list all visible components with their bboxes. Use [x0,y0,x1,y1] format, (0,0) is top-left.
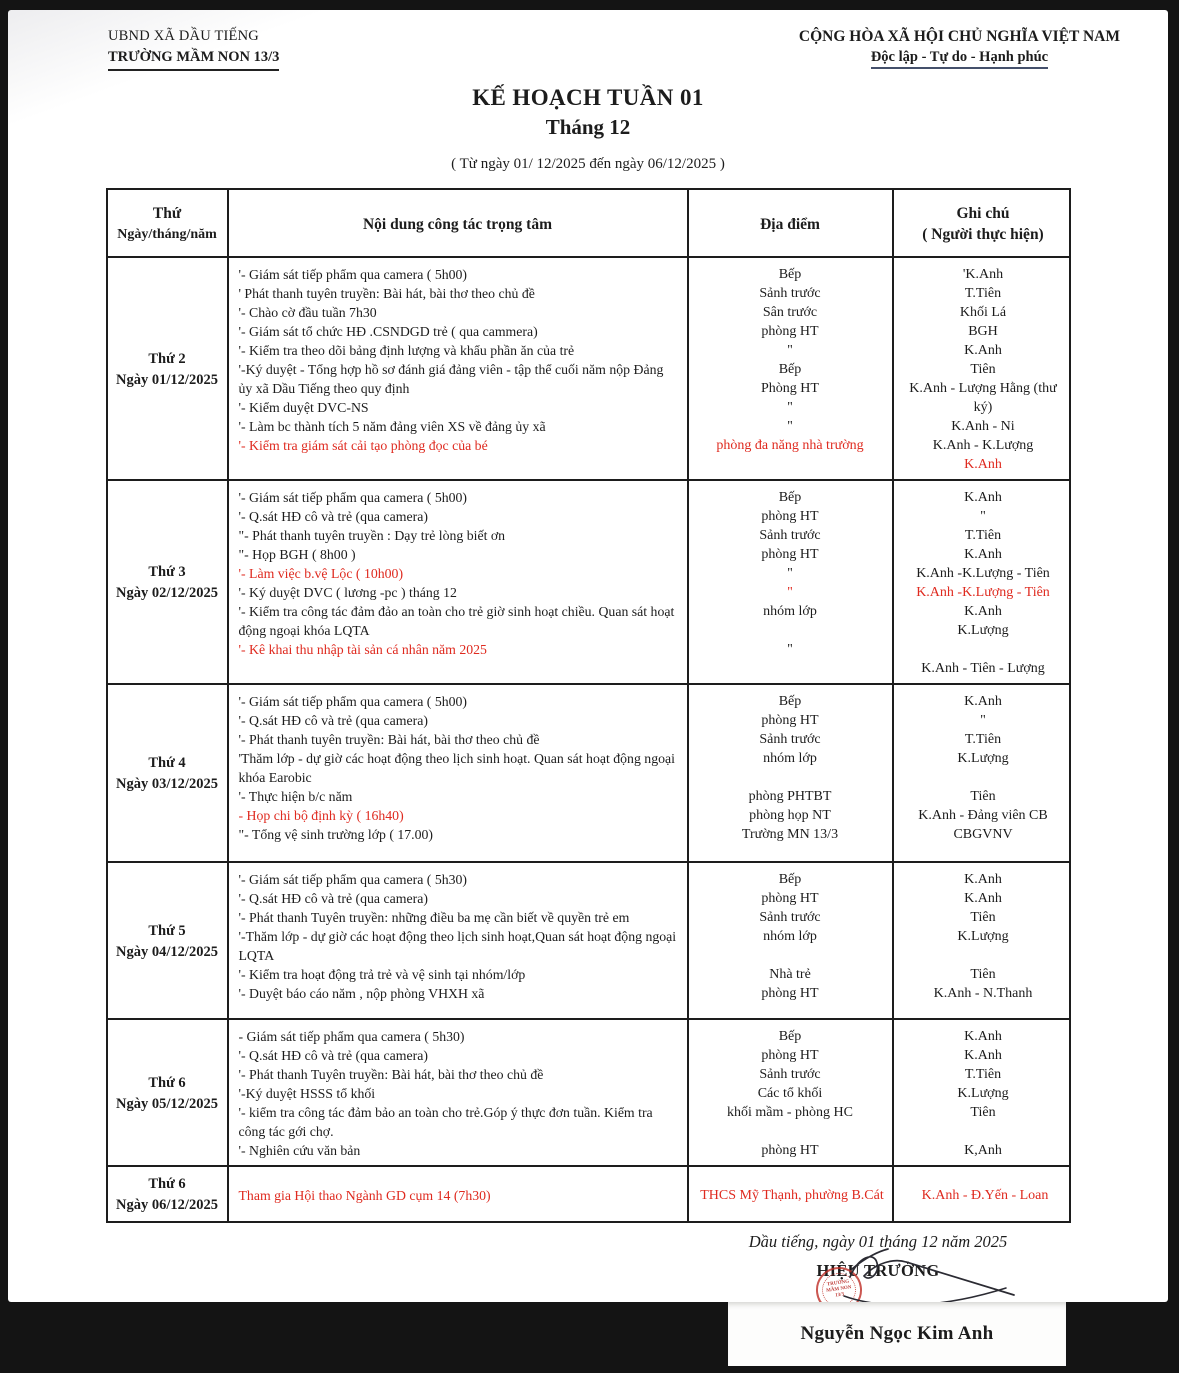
note-line: K.Anh [964,490,1002,505]
task-line: "- Phát thanh tuyên truyền : Dạy trẻ lòng biết ơn [238,528,506,543]
tasks-cell [227,1020,687,1165]
notes-cell [892,258,1073,479]
location-line [695,946,886,965]
task-line: '- Kiểm tra hoạt động trả trẻ và vệ sinh tại nhóm/lớp [238,967,526,982]
note-line [900,768,1067,787]
national-header [799,26,1120,71]
task-line: '- Nghiên cứu văn bản [238,1143,361,1158]
task-line: '- Duyệt báo cáo năm , nộp phòng VHXH xã [238,986,485,1001]
notes-cell [892,685,1073,861]
task-line: ' Phát thanh tuyên truyền: Bài hát, bài thơ theo chủ đề [238,286,535,301]
task-line: '- Kiểm duyệt DVC-NS [238,400,369,415]
location-line: phòng HT [761,1143,819,1158]
location-line: Bếp [778,872,802,887]
task-line: '- Thực hiện b/c năm [238,789,353,804]
header-tasks-label: Nội dung công tác trọng tâm [362,215,552,233]
task-line: '- Ký duyệt DVC ( lương -pc ) tháng 12 [238,585,457,600]
note-line: Tiên [970,789,996,804]
location-cell [687,863,892,1018]
note-line: K,Anh [964,1143,1002,1158]
place-and-date: Dầu tiếng, ngày 01 tháng 12 năm 2025 [748,1232,1008,1251]
note-line: K.Anh [964,872,1002,887]
note-line: K.Anh - Tiên - Lượng [921,661,1045,676]
note-line: K.Anh [964,547,1002,562]
note-line: K.Anh -K.Lượng - Tiên [916,566,1050,581]
location-line: Bếp [778,490,802,505]
note-line: K.Lượng [957,751,1009,766]
table-row [108,683,1069,861]
note-line: Khối Lá [959,305,1007,320]
table-row [108,479,1069,683]
day-cell [108,863,227,1018]
task-line: '- Giám sát tổ chức HĐ .CSNDGD trẻ ( qua cammera) [238,324,538,339]
task-line: '- Giám sát tiếp phẩm qua camera ( 5h00) [238,267,468,282]
header-location-label: Địa điểm [760,215,820,233]
task-line: '- Phát thanh Tuyên truyền: những điều ba mẹ cần biết về quyền trẻ em [238,910,630,925]
note-line [900,946,1067,965]
note-line: K.Anh - Ni [951,419,1015,434]
signer-title: HIỆU TRƯỞNG [816,1261,940,1280]
location-line: Bếp [778,1029,802,1044]
header-day-column [108,190,227,256]
note-line: K.Anh [964,891,1002,906]
location-line: Sảnh trước [759,1067,821,1082]
location-line: Sảnh trước [759,528,821,543]
letterhead [8,10,1168,71]
location-cell [687,258,892,479]
date-label: Ngày 05/12/2025 [116,1095,218,1112]
day-cell [108,685,227,861]
org-parent-name: UBND XÃ DẦU TIẾNG [108,28,259,44]
header-notes-line1: Ghi chú [956,205,1010,222]
day-label: Thứ 5 [148,922,186,939]
signer-name-patch [728,1302,1066,1366]
note-line: T.Tiên [964,732,1002,747]
note-line: T.Tiên [964,286,1002,301]
date-label: Ngày 02/12/2025 [116,585,218,601]
location-line: nhóm lớp [763,604,817,619]
note-line [900,640,1067,659]
task-line: - Họp chi bộ định kỳ ( 16h40) [238,808,404,823]
note-line: K.Anh [964,1029,1002,1044]
note-line: K.Anh - N.Thanh [933,986,1033,1001]
location-line: nhóm lớp [763,929,817,944]
location-line: Các tổ khối [757,1086,823,1101]
location-line: Bếp [778,362,802,377]
location-line: Trường MN 13/3 [741,827,839,842]
location-line: Sảnh trước [759,732,821,747]
location-cell [687,685,892,861]
location-cell [687,1020,892,1165]
task-line: '- Chào cờ đầu tuần 7h30 [238,305,377,320]
location-line: Phòng HT [761,381,819,396]
note-line: K.Anh [964,1048,1002,1063]
note-line: BGH [968,324,998,339]
task-line: - Giám sát tiếp phẩm qua camera ( 5h30) [238,1029,465,1044]
date-label: Ngày 04/12/2025 [116,943,218,960]
task-line: '- Làm bc thành tích 5 năm đảng viên XS về đảng ủy xã [238,419,546,434]
location-cell [687,1167,892,1221]
task-line: '- Phát thanh Tuyên truyền: Bài hát, bài thơ theo chủ đề [238,1067,544,1082]
location-line: " [787,642,793,657]
note-line: " [980,713,986,728]
location-line: Sảnh trước [759,910,821,925]
location-cell [687,481,892,683]
day-cell [108,1167,227,1221]
note-line: K.Anh [964,694,1002,709]
note-line: K.Anh [964,457,1002,472]
location-line: phòng HT [761,891,819,906]
table-row [108,1018,1069,1165]
note-line: K.Anh -K.Lượng - Tiên [916,585,1050,600]
location-line: phòng HT [761,713,819,728]
note-line: Tiên [970,1105,996,1120]
document-title-block [8,85,1168,173]
tasks-cell [227,863,687,1018]
location-line: " [787,400,793,415]
location-line: " [787,566,793,581]
location-line: phòng đa năng nhà trường [716,438,864,453]
header-notes-column [892,190,1073,256]
location-line: phòng HT [761,986,819,1001]
location-line [695,621,886,640]
task-line: '-Ký duyệt - Tổng hợp hồ sơ đánh giá đảng viên - tập thể cuối năm nộp Đảng ủy xã Dầu Tiếng theo quy định [238,362,664,396]
note-line: CBGVNV [953,827,1013,842]
location-line: phòng HT [761,547,819,562]
date-range: ( Từ ngày 01/ 12/2025 đến ngày 06/12/2025 ) [451,156,725,172]
note-line: 'K.Anh [962,267,1004,282]
location-line: phòng HT [761,509,819,524]
notes-cell [892,863,1073,1018]
location-line: phòng HT [761,1048,819,1063]
header-tasks-column [227,190,687,256]
tasks-cell [227,1167,687,1221]
header-notes-line2: ( Người thực hiện) [922,226,1044,243]
day-cell [108,258,227,479]
republic-name: CỘNG HÒA XÃ HỘI CHỦ NGHĨA VIỆT NAM [798,28,1120,45]
location-line: Nhà trẻ [769,967,811,982]
task-line: "- Tổng vệ sinh trường lớp ( 17.00) [238,827,434,842]
note-line: K.Lượng [957,1086,1009,1101]
note-line: K.Anh [964,604,1002,619]
location-line: Sảnh trước [759,286,821,301]
location-line: THCS Mỹ Thạnh, phường B.Cát [700,1187,884,1203]
location-line: khối mầm - phòng HC [727,1105,853,1120]
note-line: K.Anh - Lượng Hằng (thư ký) [909,381,1057,415]
page-subtitle-month: Tháng 12 [545,115,631,139]
signer-name: Nguyễn Ngọc Kim Anh [800,1323,994,1344]
task-line: '- Q.sát HĐ cô và trẻ (qua camera) [238,509,428,524]
task-line: Tham gia Hội thao Ngành GD cụm 14 (7h30) [238,1187,491,1203]
task-line: '- Q.sát HĐ cô và trẻ (qua camera) [238,1048,428,1063]
tasks-cell [227,481,687,683]
task-line: '- Phát thanh tuyên truyền: Bài hát, bài thơ theo chủ đề [238,732,540,747]
task-line: '- Giám sát tiếp phẩm qua camera ( 5h00) [238,490,468,505]
day-label: Thứ 6 [148,1176,186,1192]
document-sheet [8,10,1168,1302]
task-line: '-Thăm lớp - dự giờ các hoạt động theo lịch sinh hoạt,Quan sát hoạt động ngoại LQTA [238,929,677,963]
task-line: '- Kiểm tra giám sát cải tạo phòng đọc của bé [238,438,488,453]
note-line [900,1122,1067,1141]
date-label: Ngày 01/12/2025 [116,371,218,388]
task-line: '- Q.sát HĐ cô và trẻ (qua camera) [238,713,428,728]
task-line: '-Ký duyệt HSSS tổ khối [238,1086,376,1101]
day-label: Thứ 4 [148,755,186,771]
note-line: Tiên [970,967,996,982]
task-line: '- Giám sát tiếp phẩm qua camera ( 5h00) [238,694,468,709]
table-row [108,1165,1069,1221]
note-line: K.Anh - Đ.Yến - Loan [921,1187,1049,1203]
date-label: Ngày 06/12/2025 [116,1197,218,1213]
location-line: Bếp [778,694,802,709]
note-line: K.Lượng [957,929,1009,944]
location-line: " [787,343,793,358]
location-line: Sân trước [762,305,818,320]
note-line: K.Anh [964,343,1002,358]
header-day-line1: Thứ [152,205,182,222]
stamp-text: TRƯỜNG MẦM NON 13/3 [820,1271,858,1309]
location-line: phòng PHTBT [748,789,832,804]
national-motto: Độc lập - Tự do - Hạnh phúc [871,49,1048,69]
task-line: "- Họp BGH ( 8h00 ) [238,547,356,562]
header-day-line2: Ngày/tháng/năm [117,227,217,242]
table-row [108,861,1069,1018]
location-line [695,1122,886,1141]
note-line: K.Anh - Đảng viên CB [918,808,1048,823]
day-label: Thứ 3 [148,564,186,580]
task-line: '- kiểm tra công tác đảm bảo an toàn cho trẻ.Góp ý thực đơn tuần. Kiểm tra công tác gới chợ. [238,1105,653,1139]
school-name: TRƯỜNG MẦM NON 13/3 [108,47,279,71]
table-row [108,256,1069,479]
task-line: '- Giám sát tiếp phẩm qua camera ( 5h30) [238,872,468,887]
notes-cell [892,1167,1073,1221]
note-line: " [980,509,986,524]
task-line: '- Q.sát HĐ cô và trẻ (qua camera) [238,891,428,906]
location-line: " [787,585,793,600]
location-line: " [787,419,793,434]
notes-cell [892,1020,1073,1165]
day-cell [108,1020,227,1165]
task-line: '- Kiểm tra theo dõi bảng định lượng và khẩu phần ăn của trẻ [238,343,575,358]
note-line: T.Tiên [964,1067,1002,1082]
task-line: '- Làm việc b.vệ Lộc ( 10h00) [238,566,404,581]
location-line: Bếp [778,267,802,282]
day-cell [108,481,227,683]
note-line: T.Tiên [964,528,1002,543]
note-line: Tiên [970,362,996,377]
page-title: KẾ HOẠCH TUẦN 01 [472,85,704,110]
tasks-cell [227,685,687,861]
tasks-cell [227,258,687,479]
issuing-org [108,26,279,71]
notes-cell [892,481,1073,683]
day-label: Thứ 2 [148,350,186,367]
location-line [695,768,886,787]
header-location-column [687,190,892,256]
note-line: K.Lượng [957,623,1009,638]
note-line: Tiên [970,910,996,925]
weekly-plan-table [106,188,1071,1223]
date-label: Ngày 03/12/2025 [116,776,218,792]
task-line: '- Kiểm tra công tác đảm đảo an toàn cho trẻ giờ sinh hoạt chiều. Quan sát hoạt động ngoại khóa LQTA [238,604,675,638]
note-line: K.Anh - K.Lượng [932,438,1034,453]
task-line: '- Kê khai thu nhập tài sản cá nhân năm 2025 [238,642,487,657]
day-label: Thứ 6 [148,1074,186,1091]
location-line: phòng họp NT [749,808,831,823]
location-line: phòng HT [761,324,819,339]
location-line: nhóm lớp [763,751,817,766]
table-header-row [108,190,1069,256]
task-line: 'Thăm lớp - dự giờ các hoạt động theo lịch sinh hoạt. Quan sát hoạt động ngoại khóa Earobic [238,751,675,785]
